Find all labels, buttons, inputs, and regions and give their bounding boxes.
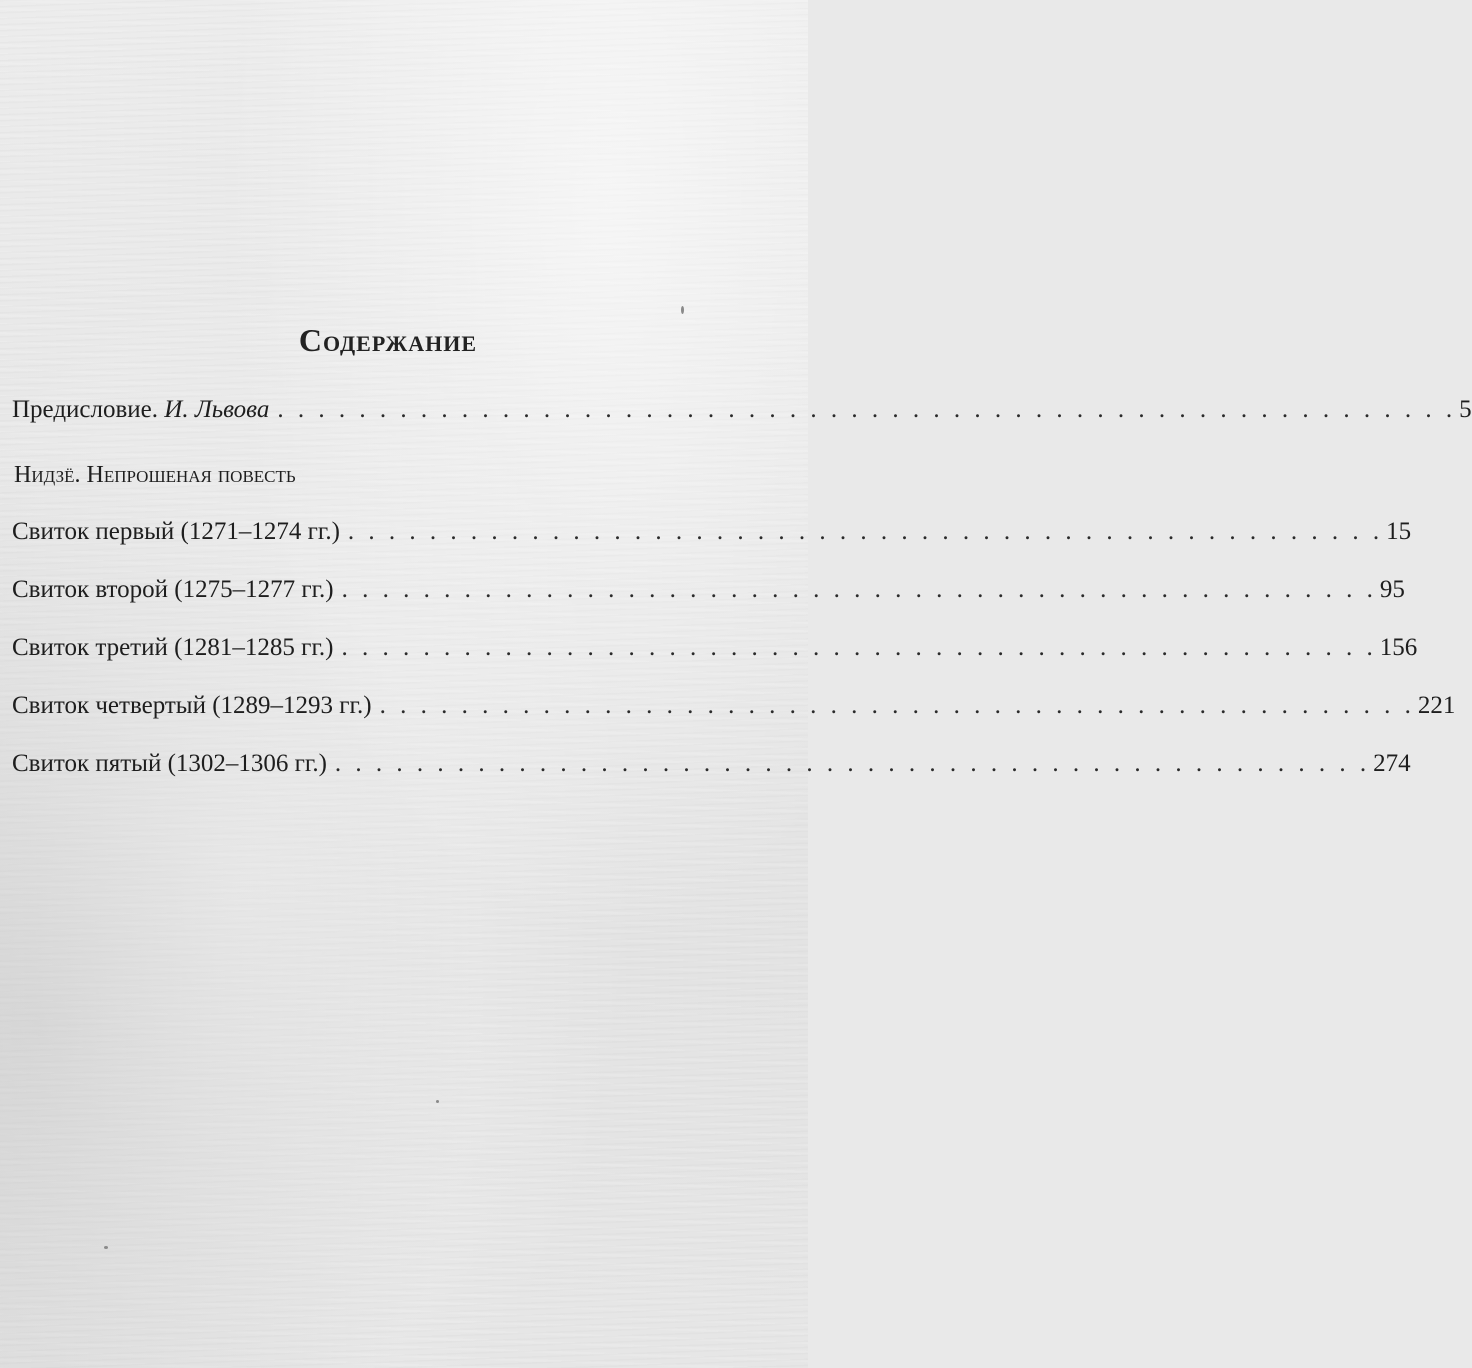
dot-leader: . . . . . . . . . . . . . . . . . . . . . . . . . . . . . . . . . . . . . . . . . . . . . . . . . . . . . . . . . . — [277, 396, 1457, 423]
dot-leader: . . . . . . . . . . . . . . . . . . . . . . . . . . . . . . . . . . . . . . . . . . . . . . . . . . . — [379, 692, 1415, 719]
section-heading — [14, 462, 296, 489]
paper-speck — [681, 306, 684, 314]
toc-entry-label: Свиток четвертый (1289–1293 гг.) — [12, 692, 372, 719]
toc-page-number: 221 — [1417, 692, 1456, 719]
dot-leader: . . . . . . . . . . . . . . . . . . . . . . . . . . . . . . . . . . . . . . . . . . . . . . . . . . . — [347, 518, 1384, 545]
dot-leader: . . . . . . . . . . . . . . . . . . . . . . . . . . . . . . . . . . . . . . . . . . . . . . . . . . . — [341, 634, 1377, 661]
preface-label: Предисловие. — [12, 396, 159, 423]
toc-page-number: 5 — [1459, 396, 1472, 423]
toc-page-number: 15 — [1386, 518, 1412, 545]
toc-entry — [12, 692, 1456, 720]
toc-entry — [12, 518, 1412, 546]
toc-page-number: 274 — [1373, 750, 1411, 777]
toc-entry — [12, 576, 1405, 604]
toc-entry-label: Свиток третий (1281–1285 гг.) — [12, 634, 334, 661]
toc-entry — [12, 634, 1418, 662]
toc-entry-preface — [12, 396, 1472, 424]
section-author: Нидзё. — [14, 462, 81, 488]
toc-page-number: 95 — [1379, 576, 1405, 603]
section-title: Непрошеная повесть — [86, 462, 296, 488]
paper-speck — [436, 1100, 439, 1103]
toc-entry-label — [12, 396, 269, 424]
toc-title: Содержание — [298, 322, 478, 358]
toc-entry-label: Свиток первый (1271–1274 гг.) — [12, 518, 340, 545]
preface-author: И. Львова — [164, 396, 270, 423]
dot-leader: . . . . . . . . . . . . . . . . . . . . . . . . . . . . . . . . . . . . . . . . . . . . . . . . . . . — [334, 750, 1371, 777]
toc-entry-label: Свиток второй (1275–1277 гг.) — [12, 576, 334, 603]
paper-speck — [104, 1246, 108, 1249]
toc-entry-label: Свиток пятый (1302–1306 гг.) — [12, 750, 327, 777]
toc-page-number: 156 — [1379, 634, 1418, 661]
toc-entry — [12, 750, 1411, 778]
dot-leader: . . . . . . . . . . . . . . . . . . . . . . . . . . . . . . . . . . . . . . . . . . . . . . . . . . . — [341, 576, 1377, 603]
